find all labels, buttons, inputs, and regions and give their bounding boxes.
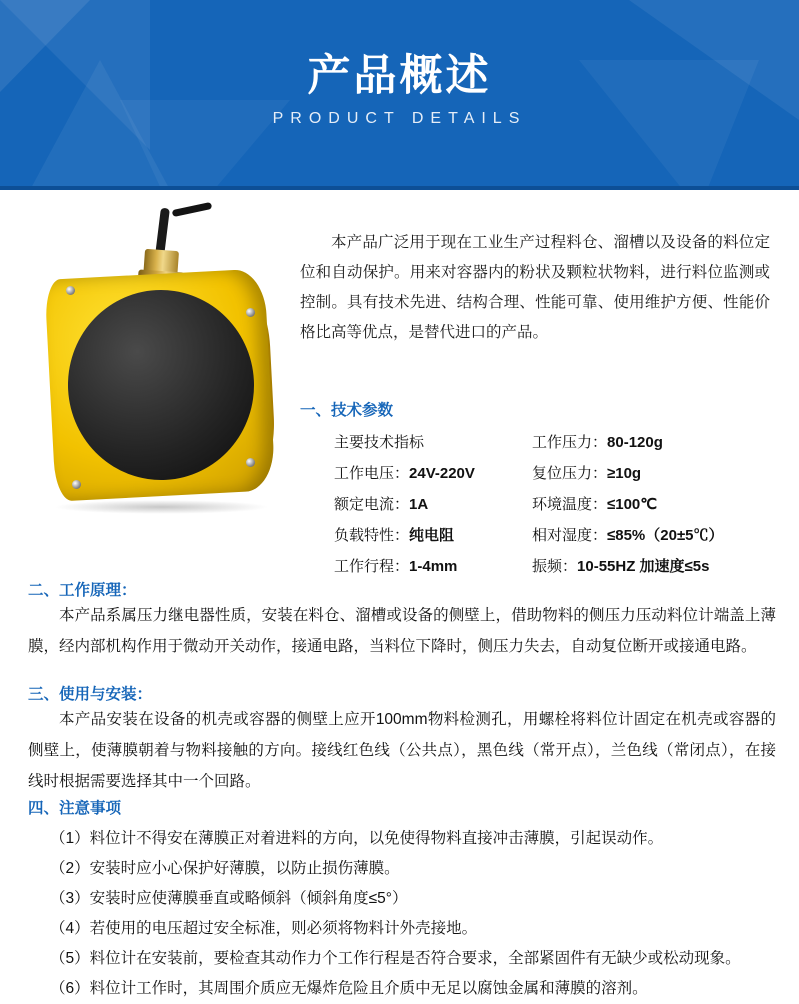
usage-heading: 三、使用与安装： — [28, 686, 153, 703]
list-item: （4）若使用的电压超过安全标准，则必须将物料计外壳接地。 — [50, 920, 478, 937]
spec-cell-left — [300, 520, 532, 551]
list-item: （5）料位计在安装前，要检查其动作力个工作行程是否符合要求，全部紧固件有无缺少或松动现象。 — [50, 950, 741, 967]
spec-label: 工作行程： — [334, 558, 410, 575]
spec-value: 纯电阻 — [409, 527, 455, 544]
notice-section — [28, 796, 776, 1004]
spec-cell-right — [532, 489, 778, 520]
spec-label: 振频： — [532, 558, 578, 575]
spec-block — [300, 398, 778, 582]
list-item: （6）料位计工作时，其周围介质应无爆炸危险且介质中无足以腐蚀金属和薄膜的溶剂。 — [50, 980, 648, 997]
notice-list — [28, 824, 776, 1004]
page-subtitle: PRODUCT DETAILS — [272, 110, 527, 127]
spec-label: 负载特性： — [334, 527, 410, 544]
spec-cell-left — [300, 489, 532, 520]
page-title: 产品概述 — [307, 52, 492, 100]
spec-table — [300, 427, 778, 582]
usage-section — [28, 682, 776, 797]
spec-value: ≤100℃ — [607, 496, 658, 513]
list-item: （3）安装时应使薄膜垂直或略倾斜（倾斜角度≤5°） — [50, 890, 408, 907]
spec-cell-left — [300, 458, 532, 489]
spec-value: 80-120g — [607, 434, 663, 451]
spec-label: 额定电流： — [334, 496, 410, 513]
spec-cell-right — [532, 427, 778, 458]
spec-value: ≤85%（20±5℃） — [607, 527, 724, 544]
product-screw — [66, 286, 75, 295]
principle-heading: 二、工作原理： — [28, 582, 137, 599]
notice-heading: 四、注意事项 — [28, 800, 122, 817]
product-overview-section — [0, 190, 799, 575]
spec-heading: 一、技术参数 — [300, 402, 394, 419]
principle-paragraph: 本产品系属压力继电器性质，安装在料仓、溜槽或设备的侧壁上，借助物料的侧压力压动料位计端盖上薄膜，经内部机构作用于微动开关动作，接通电路，当料位下降时，侧压力失去，自动复位断开或接通电路。 — [28, 607, 776, 655]
table-row — [300, 520, 778, 551]
product-photo — [32, 208, 292, 498]
table-row — [300, 458, 778, 489]
spec-value: 10-55HZ 加速度≤5s — [577, 558, 710, 575]
spec-label: 工作压力： — [532, 434, 608, 451]
page-header-banner — [0, 0, 799, 190]
product-shadow — [54, 500, 269, 514]
usage-paragraph: 本产品安装在设备的机壳或容器的侧壁上应开100mm物料检测孔，用螺栓将料位计固定在机壳或容器的侧壁上，使薄膜朝着与物料接触的方向。接线红色线（公共点），黑色线（常开点），兰色线（常闭点），在接线时根据需要选择其中一个回路。 — [28, 711, 776, 790]
product-screw — [246, 458, 255, 467]
spec-label: 相对湿度： — [532, 527, 608, 544]
spec-value: 1A — [409, 496, 429, 513]
spec-label: 环境温度： — [532, 496, 608, 513]
table-row — [300, 489, 778, 520]
spec-value: 24V-220V — [409, 465, 475, 482]
list-item: （1）料位计不得安在薄膜正对着进料的方向，以免使得物料直接冲击薄膜，引起误动作。 — [50, 830, 664, 847]
principle-section — [28, 578, 776, 662]
product-cable-tail — [172, 202, 213, 217]
spec-value: ≥10g — [607, 465, 642, 482]
list-item: （2）安装时应小心保护好薄膜，以防止损伤薄膜。 — [50, 860, 400, 877]
spec-cell-right — [532, 458, 778, 489]
spec-label: 工作电压： — [334, 465, 410, 482]
spec-label: 复位压力： — [532, 465, 608, 482]
product-screw — [246, 308, 255, 317]
spec-cell-right — [532, 520, 778, 551]
table-row — [300, 427, 778, 458]
spec-value: 1-4mm — [409, 558, 458, 575]
spec-cell-left — [300, 427, 532, 458]
spec-label: 主要技术指标 — [334, 434, 425, 451]
product-screw — [72, 480, 81, 489]
intro-paragraph: 本产品广泛用于现在工业生产过程料仓、溜槽以及设备的料位定位和自动保护。用来对容器内的粉状及颗粒状物料，进行料位监测或控制。具有技术先进、结构合理、性能可靠、使用维护方便、性能价格比高等优点，是替代进口的产品。 — [300, 234, 770, 341]
